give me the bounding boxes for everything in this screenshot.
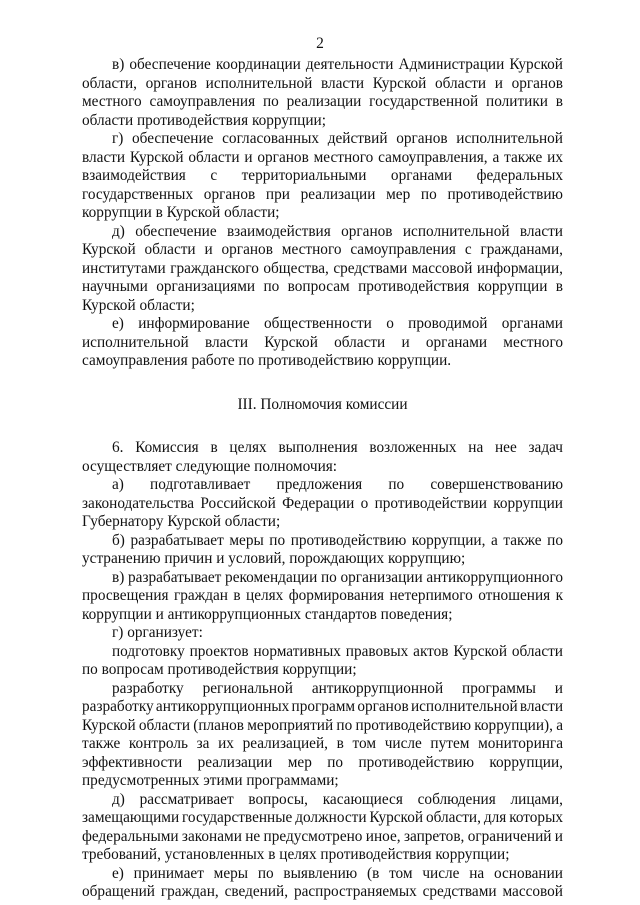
text-line: устранению причин и условий, порождающих коррупцию; xyxy=(82,550,466,567)
text-line: требований, установленных в целях противодействия коррупции; xyxy=(82,846,510,863)
text-line: взаимодействия с территориальными органами федеральных xyxy=(82,167,563,184)
text-line: Курской области и органов местного самоуправления с гражданами, xyxy=(82,241,563,258)
paragraph-d-interaction xyxy=(82,223,563,316)
text-line: институтами гражданского общества, средствами массовой информации, xyxy=(82,259,563,277)
text-line: обращений граждан, сведений, распространяемых средствами массовой xyxy=(82,883,563,900)
text-line: б) разрабатывает меры по противодействию коррупции, а также по xyxy=(112,531,563,549)
text-line: государственных органов при реализации мер по противодействию xyxy=(82,185,563,203)
paragraph-e-identifies xyxy=(82,865,563,902)
text-line: области, органов исполнительной власти Курской области и органов xyxy=(82,74,563,92)
text-line: власти Курской области и органов местного самоуправления, а также их xyxy=(82,148,563,166)
paragraph-g-actions xyxy=(82,130,563,223)
text-line: коррупции и антикоррупционных стандартов поведения; xyxy=(82,605,453,623)
paragraph-d-considers xyxy=(82,791,563,865)
text-line: Курской области (планов мероприятий по противодействию коррупции), а xyxy=(82,716,563,734)
page-number: 2 xyxy=(316,35,324,52)
text-line: также контроль за их реализацией, в том числе путем мониторинга xyxy=(82,735,563,752)
paragraph-6-powers xyxy=(82,439,563,476)
paragraph-draft-acts xyxy=(82,643,563,680)
text-line: 6. Комиссия в целях выполнения возложенных на нее задач xyxy=(112,439,563,456)
text-line: просвещения граждан в целях формирования нетерпимого отношения к xyxy=(82,587,563,604)
text-line: предусмотренных этими программами; xyxy=(82,772,339,789)
text-line: законодательства Российской Федерации о противодействии коррупции xyxy=(82,494,563,512)
text-line: е) информирование общественности о проводимой органами xyxy=(112,315,563,332)
paragraph-g-organizes xyxy=(82,624,563,643)
text-line: в) обеспечение координации деятельности Администрации Курской xyxy=(112,56,563,73)
text-line: е) принимает меры по выявлению (в том числе на основании xyxy=(112,864,563,882)
text-line: д) рассматривает вопросы, касающиеся соблюдения лицами, xyxy=(112,790,563,808)
paragraph-v-coordination xyxy=(82,56,563,130)
text-line: самоуправления работе по противодействию коррупции. xyxy=(82,352,452,369)
paragraph-v-recommendations xyxy=(82,569,563,625)
document-body xyxy=(82,56,563,902)
text-line: г) организует: xyxy=(112,624,203,641)
text-line: замещающими государственные должности Курской области, для которых xyxy=(82,809,563,826)
text-line: разработку региональной антикоррупционной программы и xyxy=(112,679,563,697)
text-line: местного самоуправления по реализации государственной политики в xyxy=(82,93,563,110)
text-line: эффективности реализации мер по противодействию коррупции, xyxy=(82,753,563,771)
paragraph-b-measures xyxy=(82,532,563,569)
text-line: д) обеспечение взаимодействия органов исполнительной власти xyxy=(112,222,563,240)
text-line: научными организациями по вопросам противодействия коррупции в xyxy=(82,278,563,295)
text-line: Курской области; xyxy=(82,296,195,314)
text-line: разработку антикоррупционных программ органов исполнительной власти xyxy=(82,698,563,715)
text-line: области противодействия коррупции; xyxy=(82,111,326,129)
paragraph-a-proposals xyxy=(82,476,563,532)
paragraph-programs xyxy=(82,680,563,791)
text-line: а) подготавливает предложения по совершенствованию xyxy=(112,476,563,493)
text-line: по вопросам противодействия коррупции; xyxy=(82,661,357,678)
text-line: осуществляет следующие полномочия: xyxy=(82,457,338,475)
text-line: Губернатору Курской области; xyxy=(82,513,281,530)
paragraph-e-informing xyxy=(82,315,563,371)
text-line: коррупции в Курской области; xyxy=(82,204,280,221)
section-heading: III. Полномочия комиссии xyxy=(237,395,408,413)
text-line: г) обеспечение согласованных действий органов исполнительной xyxy=(112,130,563,147)
text-line: подготовку проектов нормативных правовых актов Курской области xyxy=(112,642,563,660)
text-line: в) разрабатывает рекомендации по организации антикоррупционного xyxy=(112,568,563,586)
text-line: исполнительной власти Курской области и органами местного xyxy=(82,333,563,351)
text-line: федеральными законами не предусмотрено иное, запретов, ограничений и xyxy=(82,827,563,845)
